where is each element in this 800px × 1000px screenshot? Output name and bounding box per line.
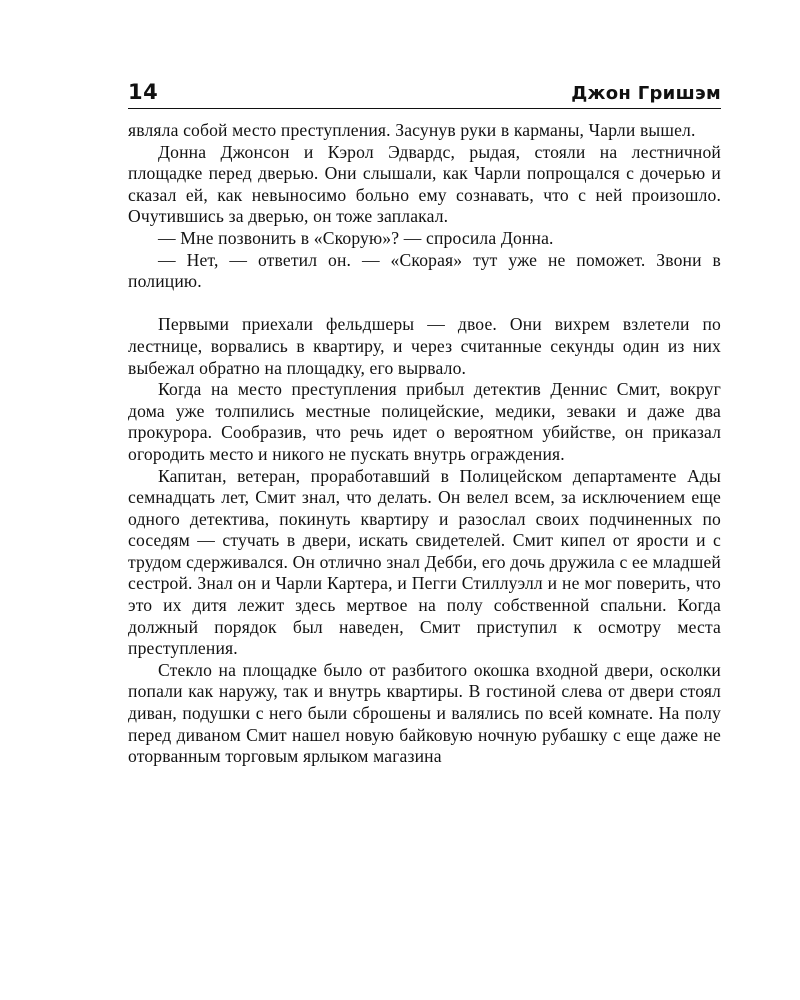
- dialogue-line: — Мне позвонить в «Скорую»? — спросила Донна.: [158, 227, 554, 248]
- book-page: [128, 78, 721, 768]
- author-name: Джон Гришэм: [571, 83, 721, 104]
- paragraph: Когда на место преступления прибыл детектив Деннис Смит, вокруг дома уже толпились местные полицейские, медики, зеваки и даже два прокурора. Сообразив, что речь идет о вероятном убийстве, он приказал огородить место и никого не пускать внутрь ограждения.: [128, 379, 721, 464]
- paragraph: Донна Джонсон и Кэрол Эдвардс, рыдая, стояли на лестничной площадке перед дверью. Они слышали, как Чарли попрощался с дочерью и сказал ей, как невыносимо больно ему сознавать, что с ней произошло. Очутившись за дверью, он тоже заплакал.: [128, 141, 721, 227]
- page-number: 14: [128, 80, 159, 104]
- running-header: [128, 78, 721, 109]
- dialogue-line: — Нет, — ответил он. — «Скорая» тут уже не поможет. Звони в полицию.: [128, 249, 721, 292]
- paragraph: Капитан, ветеран, проработавший в Полицейском департаменте Ады семнадцать лет, Смит знал, что делать. Он велел всем, за исключением еще одного детектива, покинуть квартиру и разослал своих подчиненных по соседям — стучать в двери, искать свидетелей. Смит кипел от ярости и с трудом сдерживался. Он отлично знал Дебби, его дочь дружила с ее младшей сестрой. Знал он и Чарли Картера, и Пегги Стиллуэлл и не мог поверить, что это их дитя лежит здесь мертвое на полу собственной спальни. Когда должный порядок был наведен, Смит приступил к осмотру места преступления.: [128, 465, 721, 659]
- paragraph: Стекло на площадке было от разбитого окошка входной двери, осколки попали как наружу, так и внутрь квартиры. В гостиной слева от двери стоял диван, подушки с него были сброшены и валялись по всей комнате. На полу перед диваном Смит нашел новую байковую ночную рубашку с еще даже не оторванным торговым ярлыком магазина: [128, 659, 721, 767]
- paragraph-continued: являла собой место преступления. Засунув руки в карманы, Чарли вышел.: [128, 120, 696, 140]
- body-text: [128, 120, 721, 768]
- paragraph-section-start: Первыми приехали фельдшеры — двое. Они вихрем взлетели по лестнице, ворвались в квартиру, и через считанные секунды один из них выбежал обратно на площадку, его вырвало.: [128, 314, 721, 378]
